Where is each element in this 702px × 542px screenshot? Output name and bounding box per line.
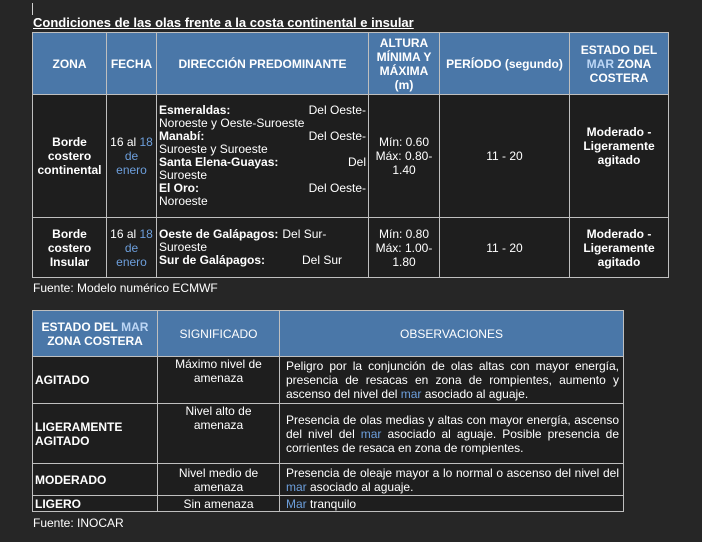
observacion-highlight: mar xyxy=(360,426,382,441)
significado-cell: Sin amenaza xyxy=(158,496,280,512)
observacion-text: Presencia de olas medias y altas con mayor energía, ascenso del nivel del xyxy=(286,412,619,441)
observaciones-cell xyxy=(280,357,624,404)
observacion-text-end: tranquilo xyxy=(306,496,357,511)
table-row xyxy=(33,464,624,496)
table-row xyxy=(33,496,624,512)
direccion-cell xyxy=(157,218,369,278)
direction-text-cont: Suroeste y Suroeste xyxy=(159,142,268,156)
header-estado-text: ESTADO DEL xyxy=(580,42,658,57)
direction-entry xyxy=(159,228,366,254)
fecha-cell xyxy=(107,95,157,218)
observacion-highlight: mar xyxy=(286,479,307,494)
table-header-row xyxy=(33,311,624,357)
fecha-de: de xyxy=(124,240,139,255)
header-significado: SIGNIFICADO xyxy=(158,311,280,357)
observaciones-cell xyxy=(280,496,624,512)
waves-conditions-table xyxy=(32,32,669,278)
periodo-cell: 11 - 20 xyxy=(440,218,570,278)
header-estado-highlight: MAR xyxy=(121,319,149,334)
fecha-de: de xyxy=(124,149,139,163)
fecha-cell xyxy=(107,218,157,278)
direction-text-cont: Noroeste y Oeste-Suroeste xyxy=(159,116,305,130)
page-title: Condiciones de las olas frente a la costa continental e insular xyxy=(33,15,414,30)
observacion-text-end: asociado al aguaje. Posible presencia de corrientes de resaca en zona de rompientes. xyxy=(286,426,620,455)
estado-cell: LIGERAMENTE AGITADO xyxy=(33,404,158,464)
altura-cell: Mín: 0.60 Máx: 0.80-1.40 xyxy=(369,95,440,218)
header-estado xyxy=(33,311,158,357)
fecha-highlight: 18 xyxy=(139,226,153,241)
direction-place: El Oro: xyxy=(159,181,200,195)
direction-text-cont: Suroeste xyxy=(159,240,208,254)
direction-place: Sur de Galápagos: xyxy=(159,253,266,267)
zona-cell: Borde costero Insular xyxy=(33,218,107,278)
significado-cell: Nivel alto de amenaza xyxy=(158,404,280,464)
estado-cell: MODERADO xyxy=(33,464,158,496)
fecha-month: enero xyxy=(116,163,147,177)
table-row xyxy=(33,404,624,464)
fecha-text: 16 al xyxy=(110,226,140,241)
observacion-text-end: asociado al aguaje. xyxy=(306,479,414,494)
header-estado-text-end: ZONA COSTERA xyxy=(589,56,652,85)
direction-text: Del Sur- xyxy=(282,227,327,241)
zona-cell: Borde costero continental xyxy=(33,95,107,218)
direction-place: Oeste de Galápagos: xyxy=(159,227,279,241)
header-observaciones: OBSERVACIONES xyxy=(280,311,624,357)
header-altura: ALTURA MÍNIMA Y MÁXIMA (m) xyxy=(369,33,440,95)
altura-cell: Mín: 0.80 Máx: 1.00-1.80 xyxy=(369,218,440,278)
observacion-highlight: Mar xyxy=(286,496,307,511)
estado-cell: LIGERO xyxy=(33,496,158,512)
fecha-month: enero xyxy=(116,254,147,269)
header-direccion: DIRECCIÓN PREDOMINANTE xyxy=(157,33,369,95)
fecha-text: 16 al xyxy=(110,135,140,149)
direction-place: Santa Elena-Guayas: xyxy=(159,155,279,169)
header-periodo: PERÍODO (segundo) xyxy=(440,33,570,95)
significado-cell: Máximo nivel de amenaza xyxy=(158,357,280,404)
direction-entry xyxy=(159,254,366,267)
estado-cell: AGITADO xyxy=(33,357,158,404)
header-zona: ZONA xyxy=(33,33,107,95)
direccion-cell xyxy=(157,95,369,218)
text-cursor xyxy=(32,3,33,15)
table-row xyxy=(33,218,669,278)
periodo-cell: 11 - 20 xyxy=(440,95,570,218)
direction-text: Del Oeste- xyxy=(308,103,366,117)
direction-text: Del Sur xyxy=(301,253,342,267)
source-inocar: Fuente: INOCAR xyxy=(33,516,124,530)
observacion-text-end: asociado al aguaje. xyxy=(421,387,529,401)
header-estado-text: ESTADO DEL xyxy=(41,319,122,334)
header-estado xyxy=(570,33,669,95)
direction-entry xyxy=(159,130,366,156)
direction-text: Del Oeste- xyxy=(308,181,366,195)
estado-cell: Moderado - Ligeramente agitado xyxy=(570,95,669,218)
observacion-highlight: mar xyxy=(400,387,422,401)
header-fecha: FECHA xyxy=(107,33,157,95)
direction-entry xyxy=(159,182,366,208)
direction-text: Del xyxy=(347,155,366,169)
significado-cell: Nivel medio de amenaza xyxy=(158,464,280,496)
direction-place: Esmeraldas: xyxy=(159,103,231,117)
direction-entry xyxy=(159,156,366,182)
header-estado-highlight: MAR xyxy=(586,56,614,71)
observaciones-cell xyxy=(280,464,624,496)
sea-state-legend-table xyxy=(32,310,624,512)
direction-text-cont: Noroeste xyxy=(159,194,208,208)
source-ecmwf: Fuente: Modelo numérico ECMWF xyxy=(33,281,218,295)
direction-place: Manabí: xyxy=(159,129,205,143)
direction-text-cont: Suroeste xyxy=(159,168,208,182)
observacion-text: Presencia de oleaje mayor a lo normal o ascenso del nivel del xyxy=(286,465,619,480)
fecha-highlight: 18 xyxy=(139,135,153,149)
table-row xyxy=(33,95,669,218)
estado-cell: Moderado - Ligeramente agitado xyxy=(570,218,669,278)
direction-text: Del Oeste- xyxy=(308,129,366,143)
direction-entry xyxy=(159,104,366,130)
header-estado-text-end: ZONA COSTERA xyxy=(47,333,143,348)
table-header-row xyxy=(33,33,669,95)
observaciones-cell xyxy=(280,404,624,464)
observacion-text: Peligro por la conjunción de olas altas con mayor energía, presencia de resacas en zona de rompientes, aumento y ascenso del nivel del xyxy=(286,359,619,401)
table-row xyxy=(33,357,624,404)
